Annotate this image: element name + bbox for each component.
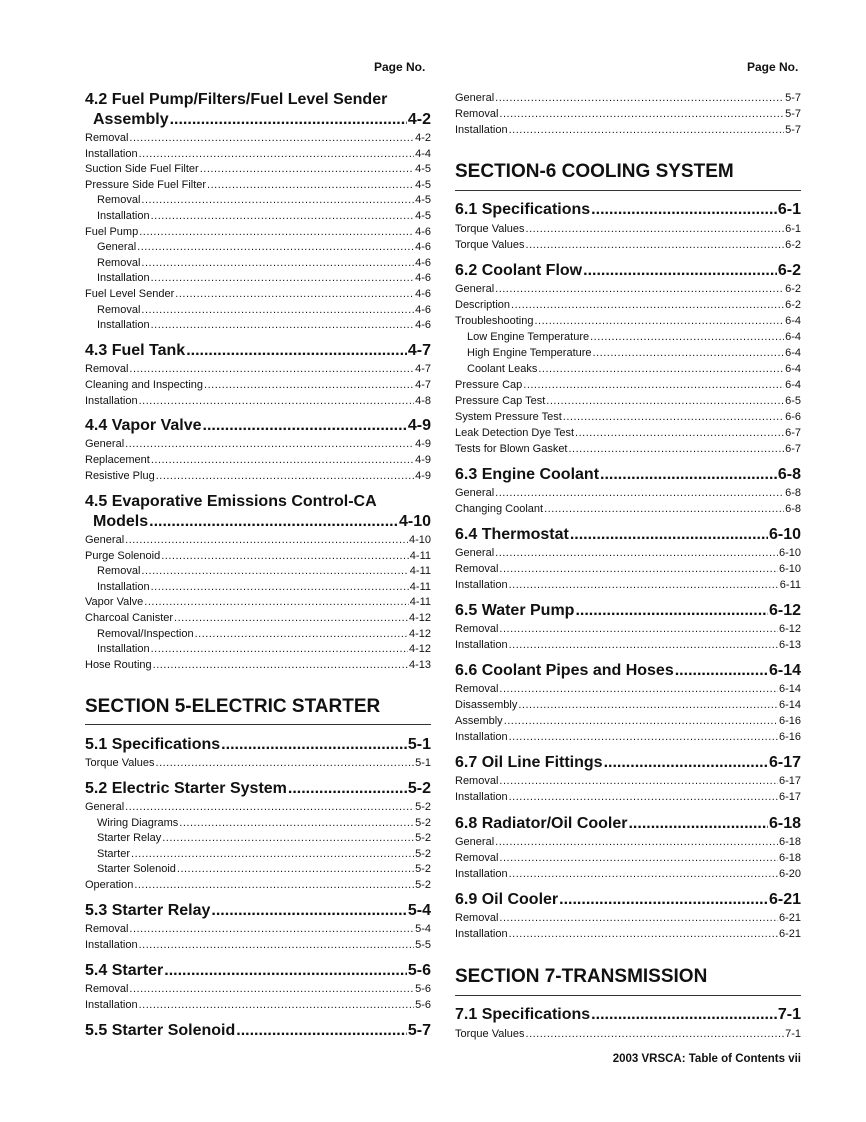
toc-entry[interactable]: Starter Solenoid ..... 5-2 <box>85 862 431 877</box>
toc-entry[interactable]: Starter Relay ..... 5-2 <box>85 831 431 846</box>
toc-entry[interactable]: Fuel Level Sender ..... 4-6 <box>85 287 431 302</box>
toc-entry[interactable]: Installation ..... 4-11 <box>85 580 431 595</box>
toc-entry[interactable]: Suction Side Fuel Filter ..... 4-5 <box>85 162 431 177</box>
section-heading-6-5[interactable]: 6.5 Water Pump ..... 6-12 <box>455 601 801 621</box>
section-rule <box>455 190 801 191</box>
section-rule <box>455 995 801 996</box>
toc-entry[interactable]: Leak Detection Dye Test ..... 6-7 <box>455 426 801 441</box>
toc-entry[interactable]: Installation ..... 4-6 <box>85 271 431 286</box>
section-heading-5-4[interactable]: 5.4 Starter ..... 5-6 <box>85 961 431 981</box>
section-heading-6-4[interactable]: 6.4 Thermostat ..... 6-10 <box>455 525 801 545</box>
toc-entry[interactable]: Removal ..... 4-11 <box>85 564 431 579</box>
toc-entry[interactable]: Removal ..... 4-6 <box>85 256 431 271</box>
section-heading-5-3[interactable]: 5.3 Starter Relay ..... 5-4 <box>85 901 431 921</box>
toc-entry[interactable]: Tests for Blown Gasket ..... 6-7 <box>455 442 801 457</box>
toc-entry[interactable]: General ..... 5-7 <box>455 91 801 106</box>
toc-entry[interactable]: General ..... 4-9 <box>85 437 431 452</box>
section-title-5: SECTION 5-ELECTRIC STARTER <box>85 696 381 717</box>
toc-entry[interactable]: Removal ..... 4-7 <box>85 362 431 377</box>
toc-entry[interactable]: Removal ..... 5-4 <box>85 922 431 937</box>
toc-entry[interactable]: Installation ..... 6-16 <box>455 730 801 745</box>
section-heading-5-1[interactable]: 5.1 Specifications ..... 5-1 <box>85 735 431 755</box>
toc-entry[interactable]: Changing Coolant ..... 6-8 <box>455 502 801 517</box>
section-heading-4-5[interactable]: 4.5 Evaporative Emissions Control-CA <box>85 493 377 510</box>
toc-entry[interactable]: Removal ..... 4-6 <box>85 303 431 318</box>
toc-entry[interactable]: Assembly ..... 6-16 <box>455 714 801 729</box>
section-heading-6-3[interactable]: 6.3 Engine Coolant ..... 6-8 <box>455 465 801 485</box>
toc-entry[interactable]: Installation ..... 4-12 <box>85 642 431 657</box>
toc-entry[interactable]: Replacement ..... 4-9 <box>85 453 431 468</box>
toc-entry[interactable]: General ..... 6-10 <box>455 546 801 561</box>
toc-entry[interactable]: Hose Routing ..... 4-13 <box>85 658 431 673</box>
toc-entry[interactable]: System Pressure Test ..... 6-6 <box>455 410 801 425</box>
section-heading-6-1[interactable]: 6.1 Specifications ..... 6-1 <box>455 200 801 220</box>
toc-entry[interactable]: Pressure Side Fuel Filter ..... 4-5 <box>85 178 431 193</box>
toc-entry[interactable]: Removal/Inspection ..... 4-12 <box>85 627 431 642</box>
toc-entry[interactable]: Starter ..... 5-2 <box>85 847 431 862</box>
toc-entry[interactable]: Torque Values ..... 7-1 <box>455 1027 801 1042</box>
section-title-7: SECTION 7-TRANSMISSION <box>455 966 708 987</box>
toc-entry[interactable]: Installation ..... 6-17 <box>455 790 801 805</box>
section-heading-4-4[interactable]: 4.4 Vapor Valve ..... 4-9 <box>85 416 431 436</box>
page-no-header-left: Page No. <box>374 60 426 74</box>
section-heading-4-3[interactable]: 4.3 Fuel Tank ..... 4-7 <box>85 341 431 361</box>
toc-entry[interactable]: Troubleshooting ..... 6-4 <box>455 314 801 329</box>
toc-entry[interactable]: Removal ..... 6-10 <box>455 562 801 577</box>
toc-entry[interactable]: Purge Solenoid ..... 4-11 <box>85 549 431 564</box>
toc-entry[interactable]: High Engine Temperature ..... 6-4 <box>455 346 801 361</box>
page-footer: 2003 VRSCA: Table of Contents vii <box>612 1053 801 1065</box>
toc-entry[interactable]: Installation ..... 4-8 <box>85 394 431 409</box>
toc-entry[interactable]: Installation ..... 4-4 <box>85 147 431 162</box>
section-heading-5-5[interactable]: 5.5 Starter Solenoid ..... 5-7 <box>85 1021 431 1041</box>
toc-entry[interactable]: Removal ..... 5-6 <box>85 982 431 997</box>
section-rule <box>85 724 431 725</box>
toc-entry[interactable]: Pressure Cap Test ..... 6-5 <box>455 394 801 409</box>
toc-entry[interactable]: Wiring Diagrams ..... 5-2 <box>85 816 431 831</box>
toc-entry[interactable]: Removal ..... 4-2 <box>85 131 431 146</box>
toc-entry[interactable]: Installation ..... 6-20 <box>455 867 801 882</box>
toc-entry[interactable]: Description ..... 6-2 <box>455 298 801 313</box>
toc-entry[interactable]: Charcoal Canister ..... 4-12 <box>85 611 431 626</box>
section-heading-4-2[interactable]: 4.2 Fuel Pump/Filters/Fuel Level Sender <box>85 91 388 108</box>
toc-entry[interactable]: Removal ..... 5-7 <box>455 107 801 122</box>
toc-entry[interactable]: Operation ..... 5-2 <box>85 878 431 893</box>
toc-entry[interactable]: Removal ..... 4-5 <box>85 193 431 208</box>
toc-entry[interactable]: General ..... 5-2 <box>85 800 431 815</box>
toc-entry[interactable]: General ..... 6-2 <box>455 282 801 297</box>
toc-entry[interactable]: Installation ..... 4-5 <box>85 209 431 224</box>
section-heading-7-1[interactable]: 7.1 Specifications ..... 7-1 <box>455 1005 801 1025</box>
page-no-header-right: Page No. <box>747 60 799 74</box>
toc-entry[interactable]: Installation ..... 4-6 <box>85 318 431 333</box>
section-heading-4-2-cont[interactable]: Assembly ..... 4-2 <box>85 110 431 130</box>
toc-entry[interactable]: Installation ..... 5-6 <box>85 998 431 1013</box>
toc-entry[interactable]: Fuel Pump ..... 4-6 <box>85 225 431 240</box>
toc-entry[interactable]: General ..... 6-8 <box>455 486 801 501</box>
toc-entry[interactable]: Disassembly ..... 6-14 <box>455 698 801 713</box>
toc-entry[interactable]: Removal ..... 6-18 <box>455 851 801 866</box>
toc-entry[interactable]: Installation ..... 5-5 <box>85 938 431 953</box>
toc-entry[interactable]: Removal ..... 6-12 <box>455 622 801 637</box>
toc-entry[interactable]: Low Engine Temperature ..... 6-4 <box>455 330 801 345</box>
toc-entry[interactable]: Removal ..... 6-17 <box>455 774 801 789</box>
section-heading-6-6[interactable]: 6.6 Coolant Pipes and Hoses ..... 6-14 <box>455 661 801 681</box>
section-heading-5-2[interactable]: 5.2 Electric Starter System ..... 5-2 <box>85 779 431 799</box>
toc-entry[interactable]: Installation ..... 6-21 <box>455 927 801 942</box>
toc-entry[interactable]: Removal ..... 6-14 <box>455 682 801 697</box>
toc-entry[interactable]: Installation ..... 5-7 <box>455 123 801 138</box>
toc-entry[interactable]: Pressure Cap ..... 6-4 <box>455 378 801 393</box>
toc-entry[interactable]: Installation ..... 6-11 <box>455 578 801 593</box>
toc-entry[interactable]: Vapor Valve ..... 4-11 <box>85 595 431 610</box>
toc-entry[interactable]: Torque Values ..... 6-1 <box>455 222 801 237</box>
toc-entry[interactable]: General ..... 4-6 <box>85 240 431 255</box>
toc-entry[interactable]: Torque Values ..... 5-1 <box>85 756 431 771</box>
toc-entry[interactable]: Resistive Plug ..... 4-9 <box>85 469 431 484</box>
section-heading-4-5-cont[interactable]: Models ..... 4-10 <box>85 512 431 532</box>
toc-entry[interactable]: General ..... 6-18 <box>455 835 801 850</box>
toc-entry[interactable]: Cleaning and Inspecting ..... 4-7 <box>85 378 431 393</box>
toc-entry[interactable]: Torque Values ..... 6-2 <box>455 238 801 253</box>
toc-entry[interactable]: Coolant Leaks ..... 6-4 <box>455 362 801 377</box>
section-heading-6-2[interactable]: 6.2 Coolant Flow ..... 6-2 <box>455 261 801 281</box>
section-heading-6-8[interactable]: 6.8 Radiator/Oil Cooler ..... 6-18 <box>455 814 801 834</box>
section-heading-6-7[interactable]: 6.7 Oil Line Fittings ..... 6-17 <box>455 753 801 773</box>
toc-entry[interactable]: Installation ..... 6-13 <box>455 638 801 653</box>
toc-entry[interactable]: General ..... 4-10 <box>85 533 431 548</box>
section-heading-6-9[interactable]: 6.9 Oil Cooler ..... 6-21 <box>455 890 801 910</box>
toc-entry[interactable]: Removal ..... 6-21 <box>455 911 801 926</box>
section-title-6: SECTION-6 COOLING SYSTEM <box>455 161 734 182</box>
